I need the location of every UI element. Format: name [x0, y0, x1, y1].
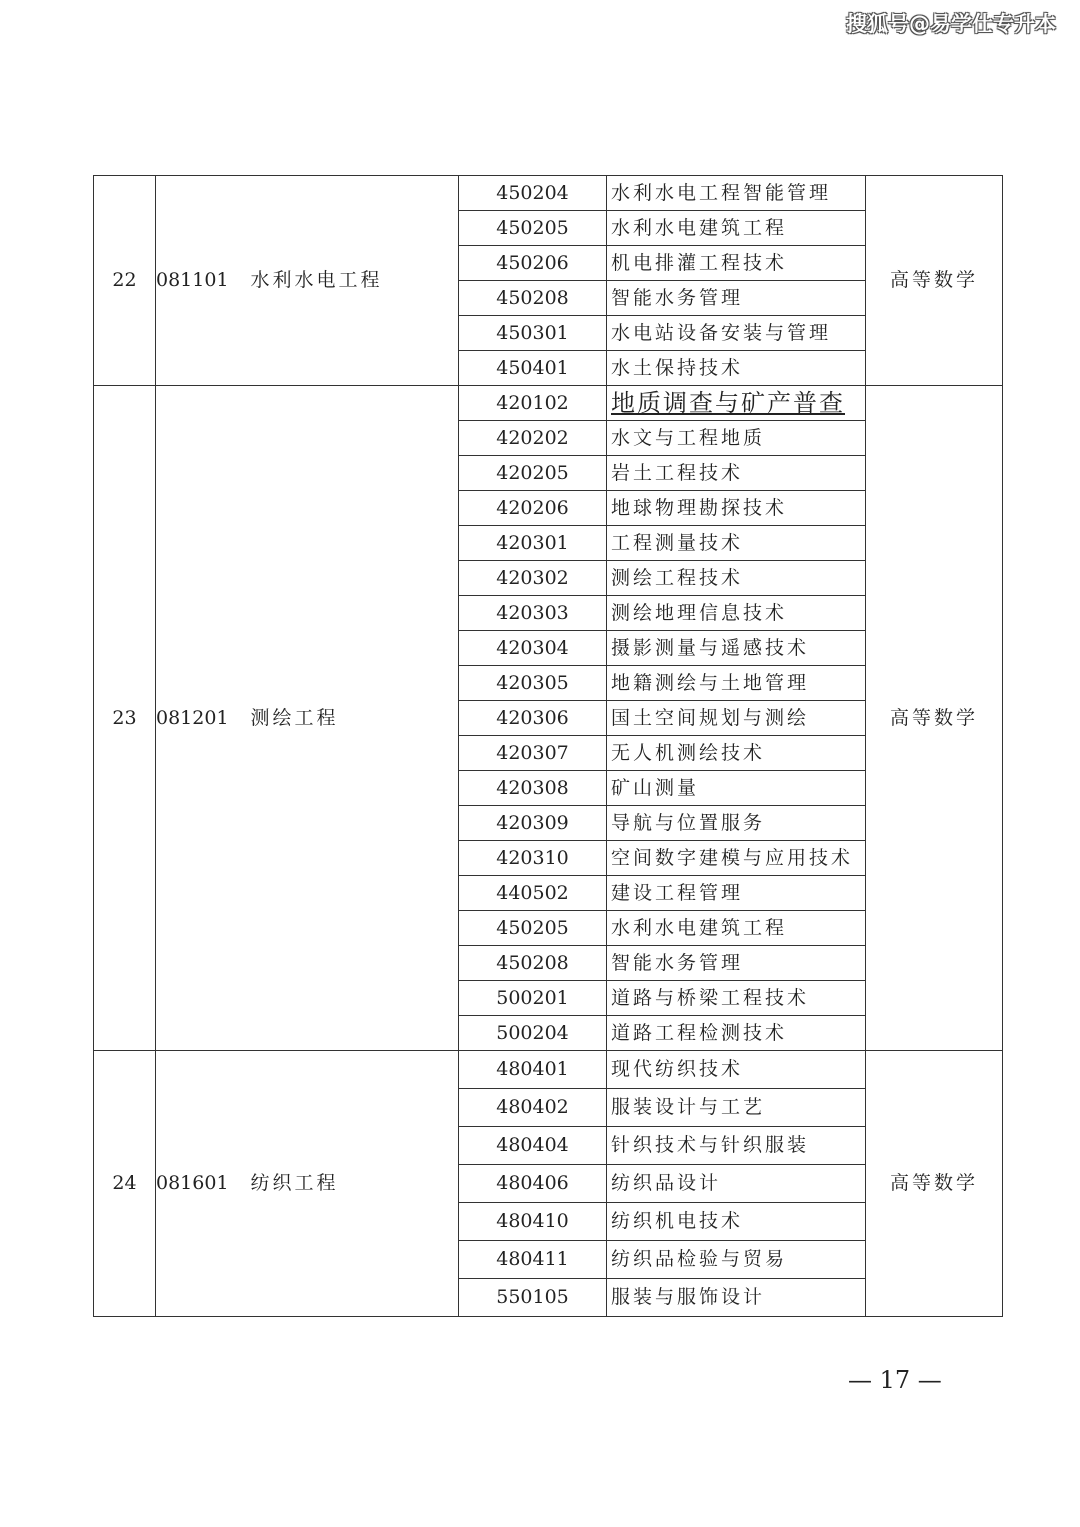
vocational-code: 500201	[459, 981, 607, 1016]
table-row	[94, 386, 1003, 421]
vocational-code: 440502	[459, 876, 607, 911]
vocational-code: 450205	[459, 211, 607, 246]
undergrad-major-cell	[156, 386, 459, 1051]
vocational-major-name: 智能水务管理	[607, 281, 866, 316]
vocational-code: 420302	[459, 561, 607, 596]
vocational-code: 480402	[459, 1089, 607, 1127]
vocational-code: 420306	[459, 701, 607, 736]
vocational-code: 420307	[459, 736, 607, 771]
vocational-code: 450204	[459, 176, 607, 211]
vocational-major-name: 国土空间规划与测绘	[607, 701, 866, 736]
vocational-code: 450206	[459, 246, 607, 281]
vocational-major-name: 水利水电建筑工程	[607, 211, 866, 246]
major-code: 081601	[156, 1172, 229, 1194]
exam-subject: 高等数学	[866, 386, 1003, 1051]
vocational-major-name: 水利水电工程智能管理	[607, 176, 866, 211]
vocational-code: 420202	[459, 421, 607, 456]
major-name: 测绘工程	[250, 706, 339, 729]
major-name: 纺织工程	[250, 1172, 339, 1194]
vocational-major-name: 纺织机电技术	[607, 1203, 866, 1241]
exam-subject: 高等数学	[866, 1051, 1003, 1317]
vocational-code: 420206	[459, 491, 607, 526]
vocational-major-name: 测绘工程技术	[607, 561, 866, 596]
vocational-major-name: 无人机测绘技术	[607, 736, 866, 771]
vocational-major-name: 服装设计与工艺	[607, 1089, 866, 1127]
vocational-code: 420308	[459, 771, 607, 806]
vocational-code: 450301	[459, 316, 607, 351]
row-index: 23	[94, 386, 156, 1051]
table-row	[94, 176, 1003, 211]
vocational-major-name: 摄影测量与遥感技术	[607, 631, 866, 666]
vocational-major-name: 矿山测量	[607, 771, 866, 806]
table-row	[94, 1051, 1003, 1089]
vocational-major-name: 地球物理勘探技术	[607, 491, 866, 526]
vocational-code: 480410	[459, 1203, 607, 1241]
vocational-major-name: 水电站设备安装与管理	[607, 316, 866, 351]
page-number: — 17 —	[848, 1366, 942, 1394]
vocational-major-name: 水文与工程地质	[607, 421, 866, 456]
vocational-major-name: 智能水务管理	[607, 946, 866, 981]
vocational-code: 420205	[459, 456, 607, 491]
vocational-major-name: 现代纺织技术	[607, 1051, 866, 1089]
row-index: 22	[94, 176, 156, 386]
vocational-code: 420304	[459, 631, 607, 666]
vocational-major-name: 水利水电建筑工程	[607, 911, 866, 946]
vocational-major-name: 纺织品设计	[607, 1165, 866, 1203]
undergrad-major-cell	[156, 176, 459, 386]
row-index: 24	[94, 1051, 156, 1317]
major-code: 081201	[156, 706, 229, 729]
vocational-code: 450401	[459, 351, 607, 386]
vocational-major-name: 导航与位置服务	[607, 806, 866, 841]
vocational-code: 420305	[459, 666, 607, 701]
vocational-code: 420303	[459, 596, 607, 631]
vocational-code: 420301	[459, 526, 607, 561]
vocational-major-name: 水土保持技术	[607, 351, 866, 386]
vocational-code: 480404	[459, 1127, 607, 1165]
vocational-code: 420102	[459, 386, 607, 421]
major-name: 水利水电工程	[250, 269, 383, 291]
vocational-code: 450208	[459, 946, 607, 981]
vocational-code: 420310	[459, 841, 607, 876]
major-code: 081101	[156, 269, 229, 291]
vocational-code: 480411	[459, 1241, 607, 1279]
vocational-code: 420309	[459, 806, 607, 841]
vocational-major-name: 道路工程检测技术	[607, 1016, 866, 1051]
exam-subject: 高等数学	[866, 176, 1003, 386]
vocational-major-name: 建设工程管理	[607, 876, 866, 911]
vocational-code: 480406	[459, 1165, 607, 1203]
major-mapping-table	[93, 175, 1003, 1317]
vocational-major-name: 机电排灌工程技术	[607, 246, 866, 281]
vocational-code: 480401	[459, 1051, 607, 1089]
vocational-major-name: 岩土工程技术	[607, 456, 866, 491]
vocational-code: 550105	[459, 1279, 607, 1317]
vocational-major-name: 工程测量技术	[607, 526, 866, 561]
vocational-major-name: 道路与桥梁工程技术	[607, 981, 866, 1016]
vocational-major-name: 纺织品检验与贸易	[607, 1241, 866, 1279]
watermark-text: 搜狐号@易学仕专升本	[846, 12, 1056, 36]
vocational-code: 500204	[459, 1016, 607, 1051]
vocational-code: 450205	[459, 911, 607, 946]
vocational-major-name: 地质调查与矿产普查	[607, 386, 866, 421]
vocational-major-name: 地籍测绘与土地管理	[607, 666, 866, 701]
vocational-major-name: 测绘地理信息技术	[607, 596, 866, 631]
undergrad-major-cell	[156, 1051, 459, 1317]
vocational-major-name: 空间数字建模与应用技术	[607, 841, 866, 876]
vocational-code: 450208	[459, 281, 607, 316]
vocational-major-name: 服装与服饰设计	[607, 1279, 866, 1317]
vocational-major-name: 针织技术与针织服装	[607, 1127, 866, 1165]
